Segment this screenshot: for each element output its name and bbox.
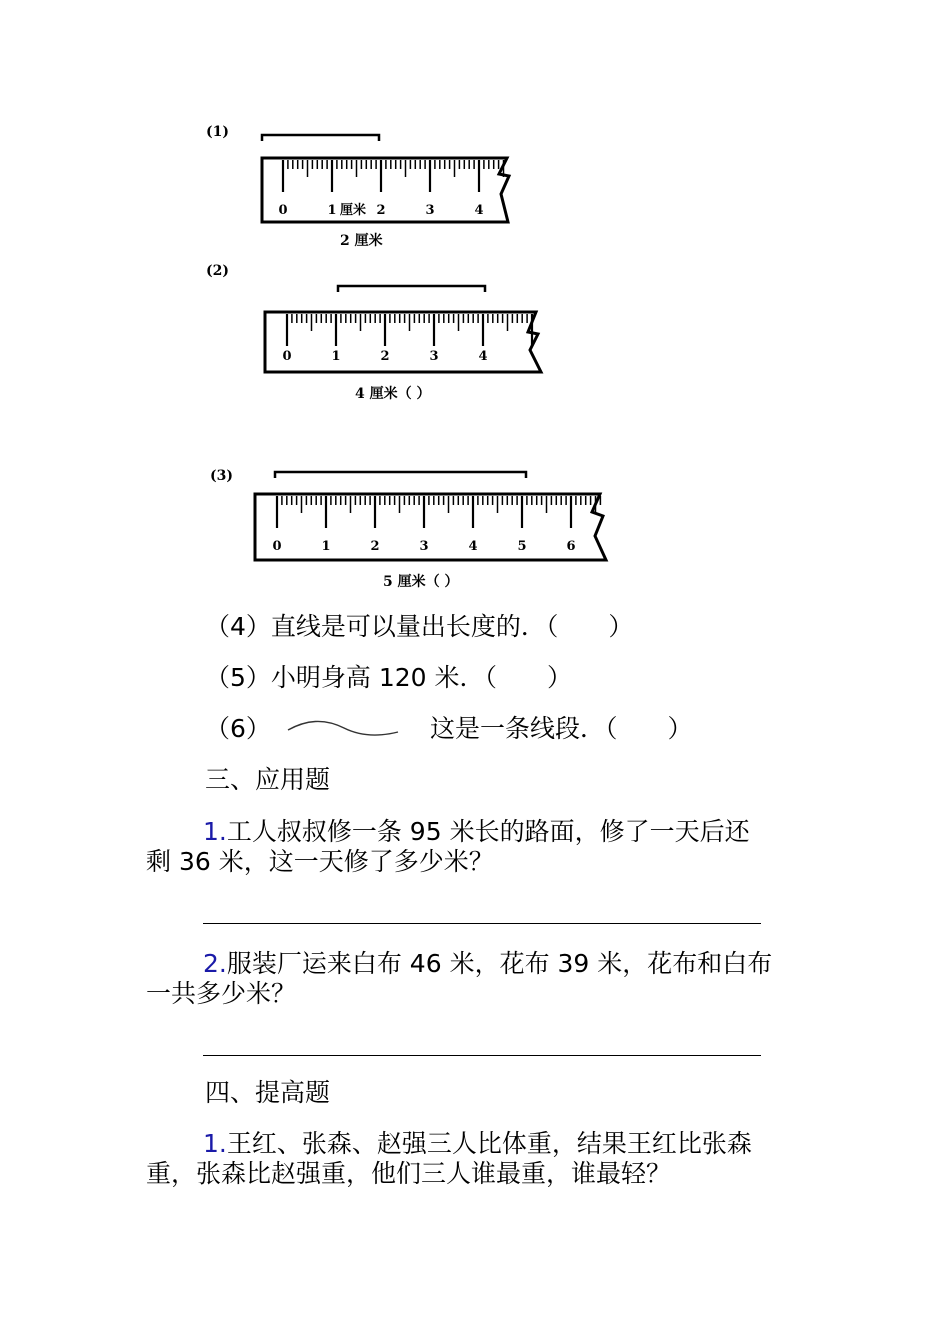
problem-4-1 — [203, 1129, 752, 1159]
ruler-tick-label: 0 — [278, 203, 288, 218]
ruler-tick-label: 2 — [380, 349, 390, 364]
problem-number: 1. — [203, 1129, 227, 1158]
ruler-tick-label: 2 — [376, 203, 386, 218]
answer-line-1 — [203, 923, 761, 924]
ruler-tick-label: 1 — [327, 203, 337, 218]
ruler-tick-label: 1 — [331, 349, 341, 364]
ruler-tick-label: 1 — [321, 539, 331, 554]
judge-question-6-text: 这是一条线段．（ ） — [430, 714, 693, 743]
segment-bracket-1 — [262, 135, 379, 141]
ruler-tick-label: 4 — [478, 349, 488, 364]
ruler-tick-label: 6 — [566, 539, 576, 554]
segment-bracket-3 — [275, 472, 526, 478]
problem-text-line: 王红、张森、赵强三人比体重，结果王红比张森 — [226, 1129, 752, 1158]
problem-4-1-line-2: 重，张森比赵强重，他们三人谁最重，谁最轻？ — [146, 1159, 672, 1188]
problem-text-line: 工人叔叔修一条 95 米长的路面，修了一天后还 — [226, 817, 750, 846]
ruler-tick-label: 3 — [419, 539, 429, 554]
figure-2-caption: 4 厘米（ ） — [355, 386, 431, 402]
problem-3-1-line-2: 剩 36 米，这一天修了多少米？ — [146, 847, 494, 876]
ruler-figure-2 — [258, 278, 548, 378]
answer-line-2 — [203, 1055, 761, 1056]
figure-3-caption: 5 厘米（ ） — [383, 574, 459, 590]
ruler-tick-label: 2 — [370, 539, 380, 554]
figure-3-label: (3) — [210, 468, 233, 484]
ruler-tick-label: 0 — [282, 349, 292, 364]
ruler-unit-label: 厘米 — [340, 203, 367, 218]
ruler-figure-3 — [248, 464, 613, 574]
section-3-title: 三、应用题 — [205, 765, 331, 794]
judge-question-6-prefix: （6） — [205, 714, 271, 743]
segment-bracket-2 — [338, 286, 485, 292]
figure-1-caption: 2 厘米 — [340, 233, 383, 249]
ruler-figure-1 — [255, 128, 525, 228]
ruler-tick-label: 4 — [468, 539, 478, 554]
section-4-title: 四、提高题 — [205, 1078, 331, 1107]
ruler-tick-label: 0 — [272, 539, 282, 554]
problem-3-2 — [203, 949, 772, 979]
problem-3-1 — [203, 817, 750, 847]
ruler-tick-label: 3 — [429, 349, 439, 364]
ruler-outline-3 — [255, 494, 606, 560]
figure-2-label: (2) — [206, 263, 229, 279]
ruler-tick-label: 4 — [474, 203, 484, 218]
problem-3-2-line-2: 一共多少米？ — [146, 979, 297, 1008]
ruler-tick-label: 5 — [517, 539, 527, 554]
problem-number: 1. — [203, 817, 227, 846]
problem-text-line: 服装厂运来白布 46 米，花布 39 米，花布和白布 — [226, 949, 773, 978]
curve-line-figure — [284, 716, 404, 742]
figure-1-label: (1) — [206, 124, 229, 140]
problem-number: 2. — [203, 949, 227, 978]
ruler-tick-label: 3 — [425, 203, 435, 218]
judge-question-4: （4）直线是可以量出长度的．（ ） — [205, 612, 634, 641]
judge-question-5: （5）小明身高 120 米．（ ） — [205, 663, 573, 692]
